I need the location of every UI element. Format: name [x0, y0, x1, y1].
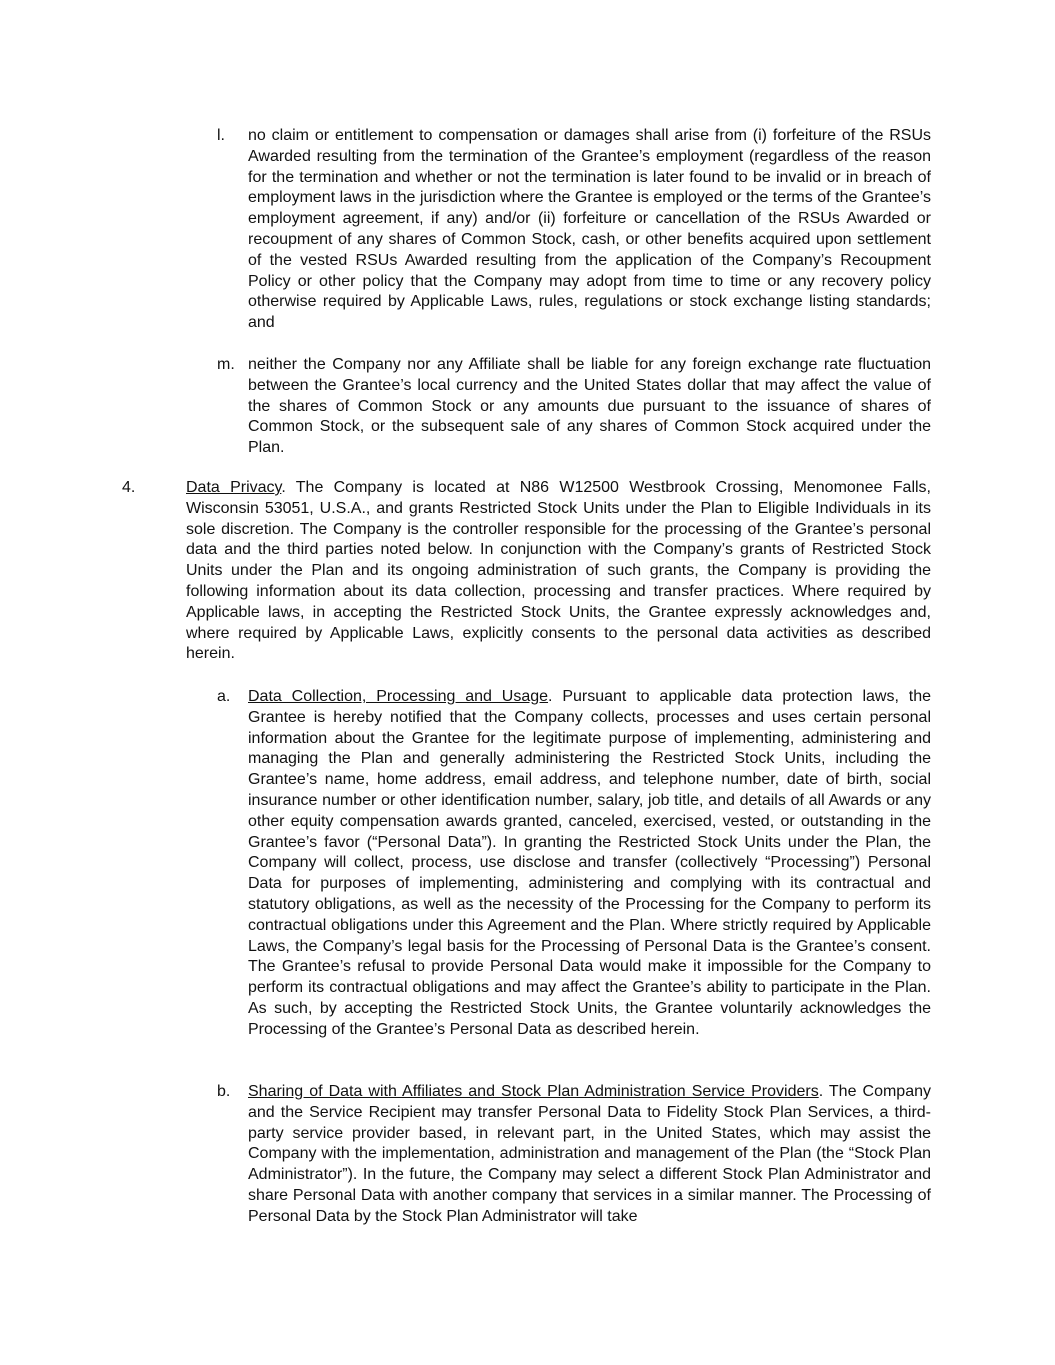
list-marker-l: l.: [217, 127, 225, 144]
subsection-b-heading: Sharing of Data with Affiliates and Stock Plan Administration Service Providers: [248, 1083, 819, 1100]
section-4-body: [186, 478, 931, 665]
list-item-m-text: neither the Company nor any Affiliate shall be liable for any foreign exchange rate fluctuation between the Grantee’s local currency and the United States dollar that may affect the value of the shares of Common Stock or any amounts due pursuant to the issuance of shares of Common Stock, or the subsequent sale of any shares of Common Stock acquired under the Plan.: [248, 356, 931, 457]
subsection-b-text: . The Company and the Service Recipient may transfer Personal Data to Fidelity Stock Plan Services, a third-party service provider based, in relevant part, in the United States, which may assist the Company with the implementation, administration and management of the Plan (the “Stock Plan Administrator”). In the future, the Company may select a different Stock Plan Administrator and share Personal Data with another company that services in a similar manner. The Processing of Personal Data by the Stock Plan Administrator will take: [248, 1083, 932, 1225]
section-4-heading: Data Privacy: [186, 479, 282, 496]
subsection-b-body: [248, 1082, 931, 1228]
subsection-a-text: . Pursuant to applicable data protection laws, the Grantee is hereby notified that the Company collects, processes and uses certain personal information about the Grantee for the legitimate purpose of implementing, administering and managing the Plan and generally administering the Restricted Stock Units, including the Grantee’s name, home address, email address, and telephone number, date of birth, social insurance number or other identification number, salary, job title, and details of all Awards or any other equity compensation awards granted, canceled, exercised, vested, or outstanding in the Grantee’s favor (“Personal Data”). In granting the Restricted Stock Units under the Plan, the Company will collect, process, use disclose and transfer (collectively “Processing”) Personal Data for purposes of implementing, administering and complying with its contractual and statutory obligations, as well as the necessity of the Processing for the Company to perform its contractual obligations under this Agreement and the Plan. Where strictly required by Applicable Laws, the Company’s legal basis for the Processing of Personal Data is the Grantee’s consent. The Grantee’s refusal to provide Personal Data would make it impossible for the Company to perform its contractual obligations and may affect the Grantee’s ability to participate in the Plan. As such, by accepting the Restricted Stock Units, the Grantee voluntarily acknowledges the Processing of the Grantee’s Personal Data as described herein.: [248, 688, 932, 1038]
subsection-marker-a: a.: [217, 688, 231, 705]
section-number-4: 4.: [122, 479, 136, 496]
subsection-a-body: [248, 687, 931, 1041]
list-item-m: [248, 355, 931, 459]
subsection-marker-b: b.: [217, 1083, 231, 1100]
section-4-text: . The Company is located at N86 W12500 Westbrook Crossing, Menomonee Falls, Wisconsin 53051, U.S.A., and grants Restricted Stock Units under the Plan to Eligible Individuals in its sole discretion. The Company is the controller responsible for the processing of the Grantee’s personal data and the third parties noted below. In conjunction with the Company’s grants of Restricted Stock Units under the Plan and its ongoing administration of such grants, the Company is providing the following information about its data collection, processing and transfer practices. Where required by Applicable laws, in accepting the Restricted Stock Units, the Grantee expressly acknowledges and, where required by Applicable Laws, explicitly consents to the personal data activities as described herein.: [186, 479, 931, 663]
subsection-a-heading: Data Collection, Processing and Usage: [248, 688, 549, 705]
subsection-b: [248, 1082, 931, 1228]
subsection-a: [248, 687, 931, 1041]
section-4-paragraph: [186, 478, 931, 665]
list-marker-m: m.: [217, 356, 235, 373]
list-item-l-text: no claim or entitlement to compensation or damages shall arise from (i) forfeiture of the RSUs Awarded resulting from the termination of the Grantee’s employment (regardless of the reason for the termination and whether or not the termination is later found to be invalid or in breach of employment laws in the jurisdiction where the Grantee is employed or the terms of the Grantee’s employment agreement, if any) and/or (ii) forfeiture or cancellation of the RSUs Awarded or recoupment of any shares of Common Stock, cash, or other benefits acquired upon settlement of the vested RSUs Awarded resulting from the application of the Company’s Recoupment Policy or other policy that the Company may adopt from time to time or any recovery policy otherwise required by Applicable Laws, rules, regulations or stock exchange listing standards; and: [248, 127, 931, 332]
list-item-l: [248, 126, 931, 334]
